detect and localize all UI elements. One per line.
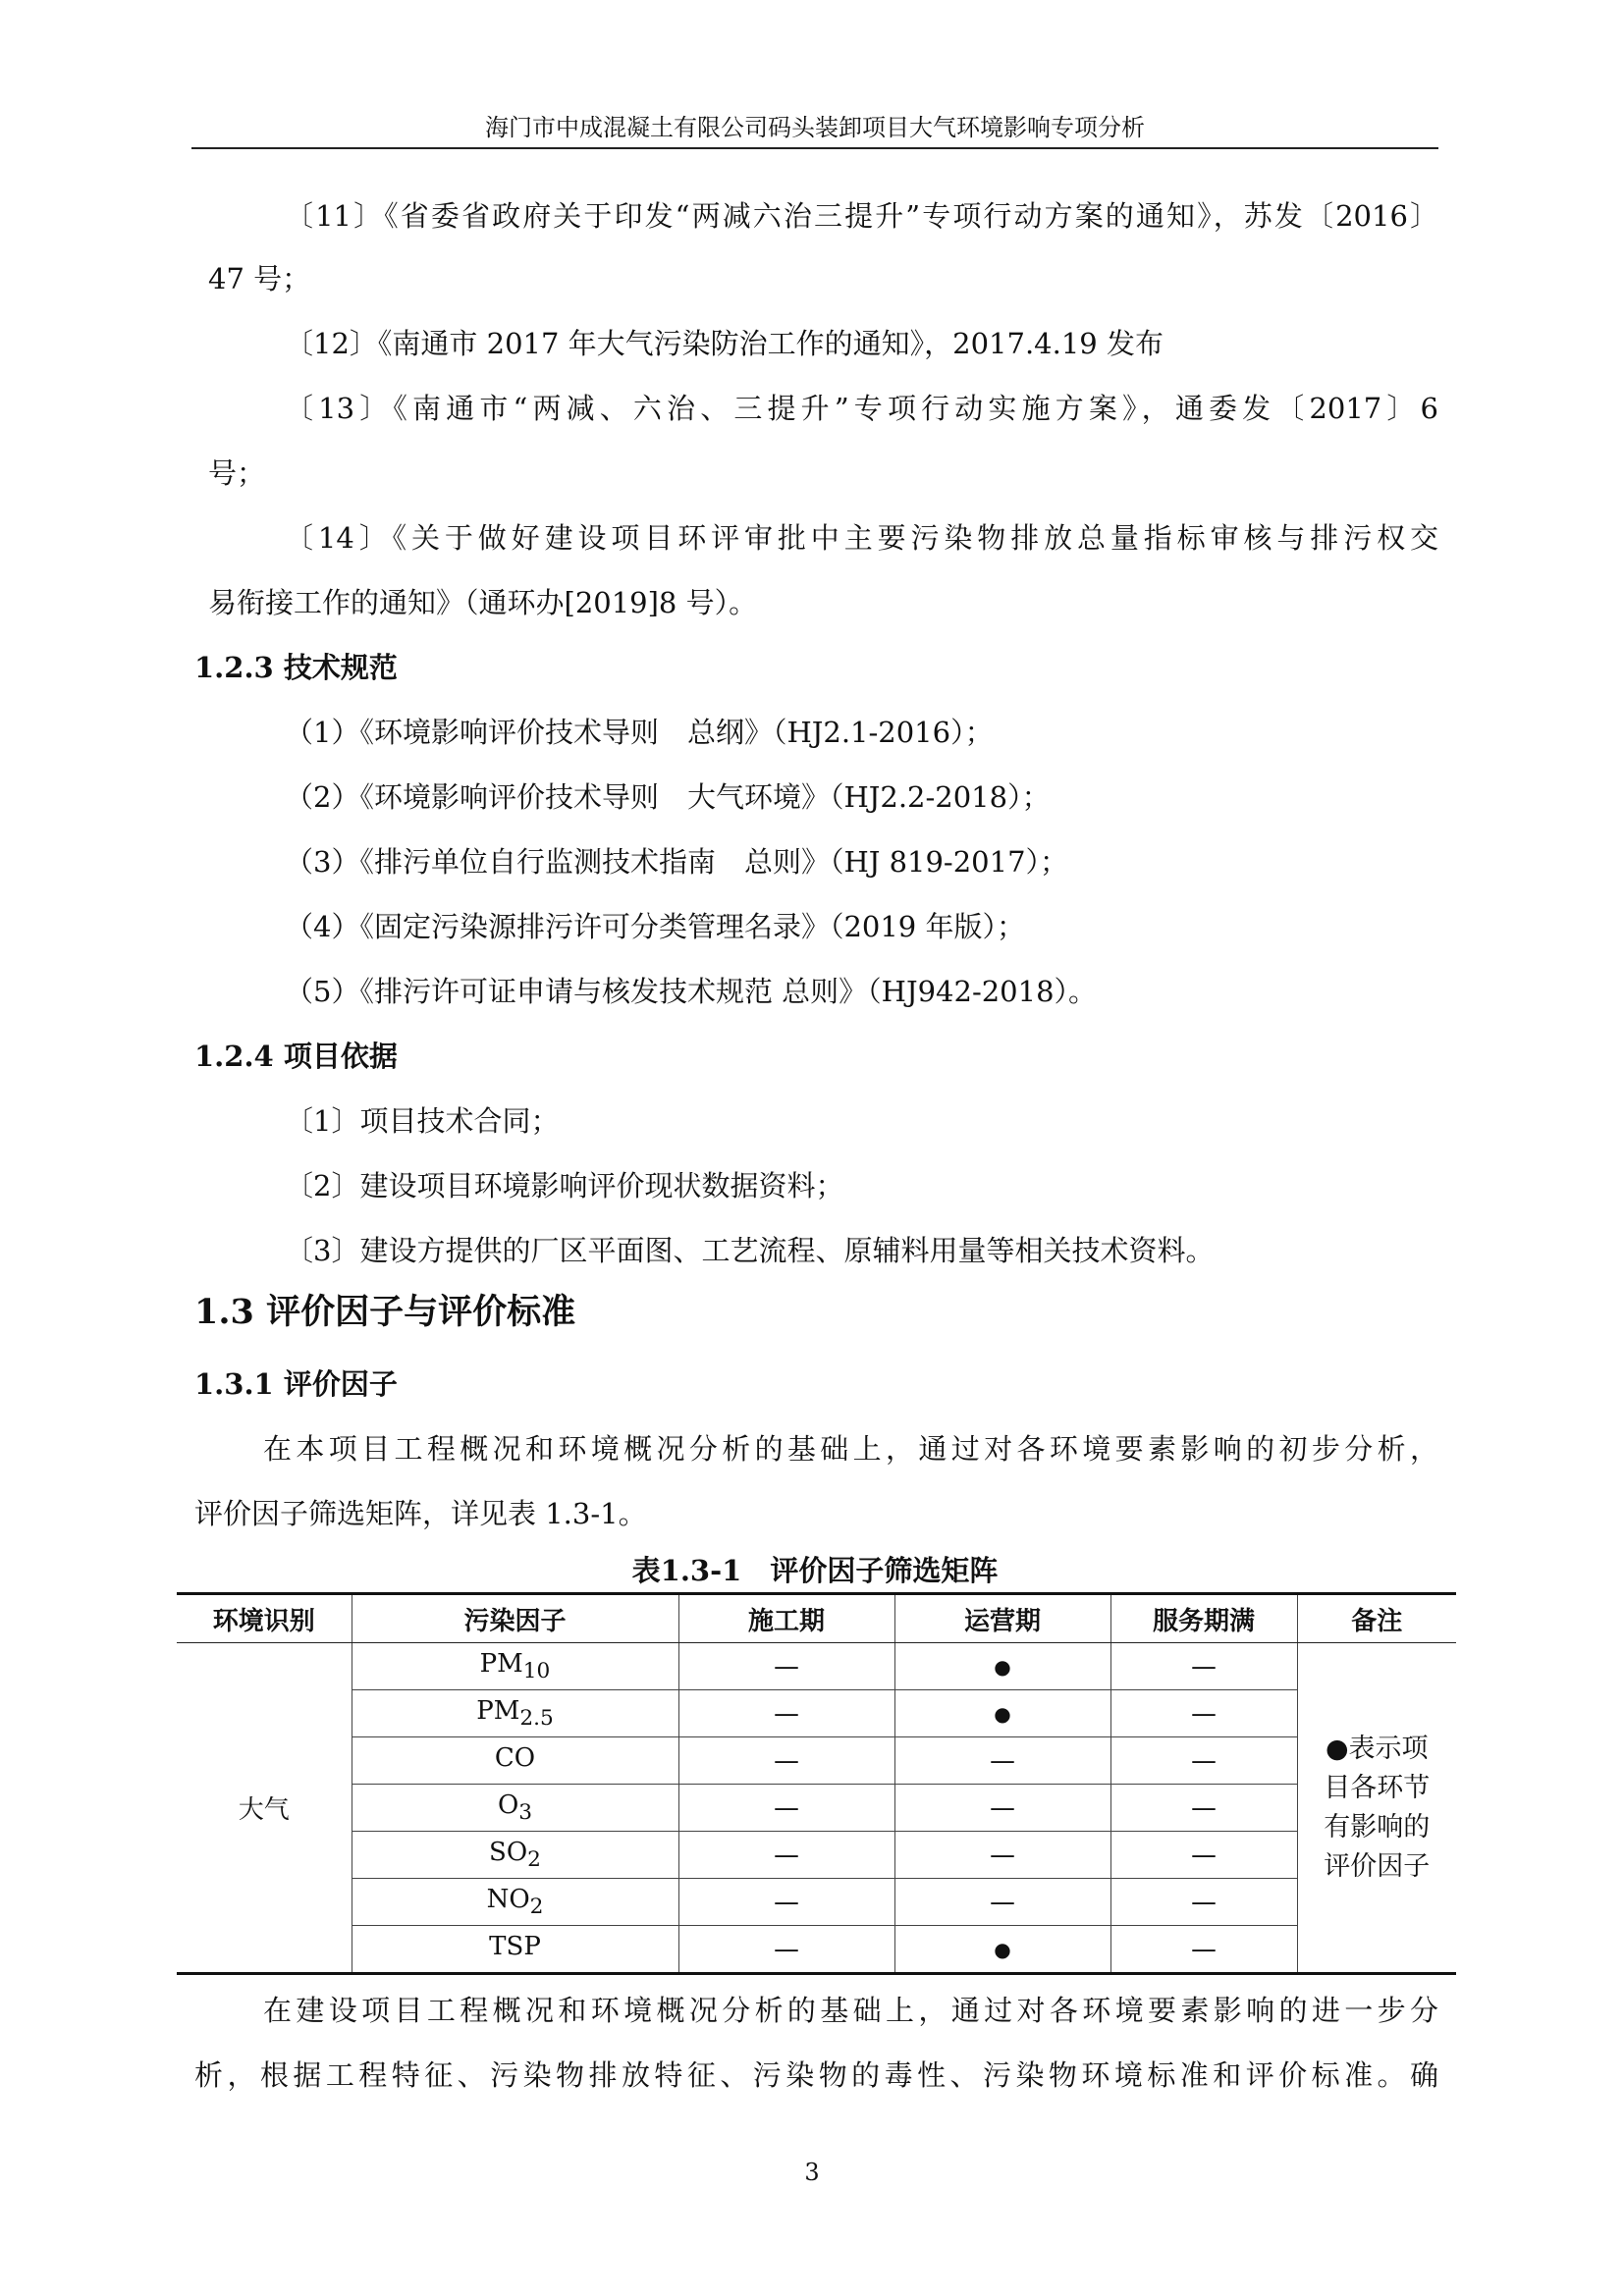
table-row	[177, 1926, 1456, 1974]
intro-paragraph-line1: 在本项目工程概况和环境概况分析的基础上，通过对各环境要素影响的初步分析，	[263, 1432, 1438, 1466]
basis-item-1: 〔1〕项目技术合同；	[285, 1104, 560, 1138]
table-row	[177, 1737, 1456, 1785]
operation-cell: ●	[894, 1926, 1110, 1974]
table-row	[177, 1785, 1456, 1832]
operation-cell: —	[894, 1832, 1110, 1879]
construction-cell: —	[678, 1690, 894, 1737]
section-1-3-heading: 1.3 评价因子与评价标准	[194, 1292, 576, 1332]
construction-cell: —	[678, 1643, 894, 1690]
pollutant-cell: $PM_{10}$	[352, 1643, 678, 1690]
construction-cell: —	[678, 1879, 894, 1926]
operation-cell: —	[894, 1785, 1110, 1832]
ref-12-line1: 〔12〕《南通市 2017 年大气污染防治工作的通知》，2017.4.19 发布	[285, 327, 1164, 360]
ref-11-line2: 47 号；	[208, 262, 311, 295]
note-line-1: ●表示项	[1325, 1733, 1429, 1764]
col-header-operation: 运营期	[894, 1594, 1110, 1643]
expiry-cell: —	[1110, 1643, 1297, 1690]
ref-13-line1: 〔13〕《南通市“两减、六治、三提升”专项行动实施方案》，通委发〔2017〕6	[285, 392, 1438, 425]
construction-cell: —	[678, 1926, 894, 1974]
expiry-cell: —	[1110, 1737, 1297, 1785]
expiry-cell: —	[1110, 1926, 1297, 1974]
pollutant-cell: $NO_2$	[352, 1879, 678, 1926]
construction-cell: —	[678, 1832, 894, 1879]
table-row	[177, 1690, 1456, 1737]
ref-14-line2: 易衔接工作的通知》（通环办[2019]8 号）。	[208, 586, 758, 619]
note-line-3: 有影响的	[1324, 1811, 1431, 1842]
spec-item-2: （2）《环境影响评价技术导则 大气环境》（HJ2.2-2018）；	[285, 780, 1051, 814]
page-header: 海门市中成混凝土有限公司码头装卸项目大气环境影响专项分析	[485, 114, 1145, 141]
col-header-construction: 施工期	[678, 1594, 894, 1643]
pollutant-cell: $SO_2$	[352, 1832, 678, 1879]
spec-item-1: （1）《环境影响评价技术导则 总纲》（HJ2.1-2016）；	[285, 716, 994, 749]
ref-14-line1: 〔14〕《关于做好建设项目环评审批中主要污染物排放总量指标审核与排污权交	[285, 521, 1438, 555]
note-line-4: 评价因子	[1324, 1850, 1431, 1882]
spec-item-4: （4）《固定污染源排污许可分类管理名录》（2019 年版）；	[285, 910, 1025, 943]
header-rule	[191, 147, 1438, 149]
expiry-cell: —	[1110, 1832, 1297, 1879]
page-number: 3	[804, 2159, 820, 2186]
section-1-3-1-heading: 1.3.1 评价因子	[194, 1367, 398, 1401]
factor-matrix-table	[177, 1592, 1456, 1975]
table-row	[177, 1879, 1456, 1926]
ref-11-line1: 〔11〕《省委省政府关于印发“两减六治三提升”专项行动方案的通知》，苏发〔2016〕	[285, 199, 1438, 233]
construction-cell: —	[678, 1737, 894, 1785]
spec-item-5: （5）《排污许可证申请与核发技术规范 总则》（HJ942-2018）。	[285, 975, 1098, 1008]
section-1-2-4-heading: 1.2.4 项目依据	[194, 1040, 398, 1073]
pollutant-cell: $PM_{2.5}$	[352, 1690, 678, 1737]
operation-cell: ●	[894, 1690, 1110, 1737]
construction-cell: —	[678, 1785, 894, 1832]
spec-item-3: （3）《排污单位自行监测技术指南 总则》（HJ 819-2017）；	[285, 845, 1069, 879]
col-header-environment: 环境识别	[177, 1594, 352, 1643]
operation-cell: ●	[894, 1643, 1110, 1690]
pollutant-cell: TSP	[352, 1926, 678, 1974]
col-header-pollutant: 污染因子	[352, 1594, 678, 1643]
ref-13-line2: 号；	[208, 456, 266, 490]
expiry-cell: —	[1110, 1785, 1297, 1832]
operation-cell: —	[894, 1737, 1110, 1785]
table-header-row	[177, 1594, 1456, 1643]
expiry-cell: —	[1110, 1879, 1297, 1926]
table-row	[177, 1643, 1456, 1690]
note-line-2: 目各环节	[1324, 1772, 1431, 1803]
expiry-cell: —	[1110, 1690, 1297, 1737]
category-cell: 大气	[177, 1643, 352, 1974]
closing-paragraph-line1: 在建设项目工程概况和环境概况分析的基础上，通过对各环境要素影响的进一步分	[263, 1994, 1438, 2027]
operation-cell: —	[894, 1879, 1110, 1926]
note-cell	[1297, 1643, 1456, 1974]
pollutant-cell: $O_3$	[352, 1785, 678, 1832]
table-caption: 表1.3-1 评价因子筛选矩阵	[631, 1554, 999, 1587]
basis-item-2: 〔2〕建设项目环境影响评价现状数据资料；	[285, 1169, 844, 1202]
intro-paragraph-line2: 评价因子筛选矩阵，详见表 1.3-1。	[194, 1497, 647, 1530]
pollutant-cell: CO	[352, 1737, 678, 1785]
section-1-2-3-heading: 1.2.3 技术规范	[194, 651, 398, 684]
table-row	[177, 1832, 1456, 1879]
col-header-note: 备注	[1297, 1594, 1456, 1643]
basis-item-3: 〔3〕建设方提供的厂区平面图、工艺流程、原辅料用量等相关技术资料。	[285, 1234, 1215, 1267]
col-header-expiry: 服务期满	[1110, 1594, 1297, 1643]
closing-paragraph-line2: 析，根据工程特征、污染物排放特征、污染物的毒性、污染物环境标准和评价标准。确	[194, 2058, 1438, 2092]
